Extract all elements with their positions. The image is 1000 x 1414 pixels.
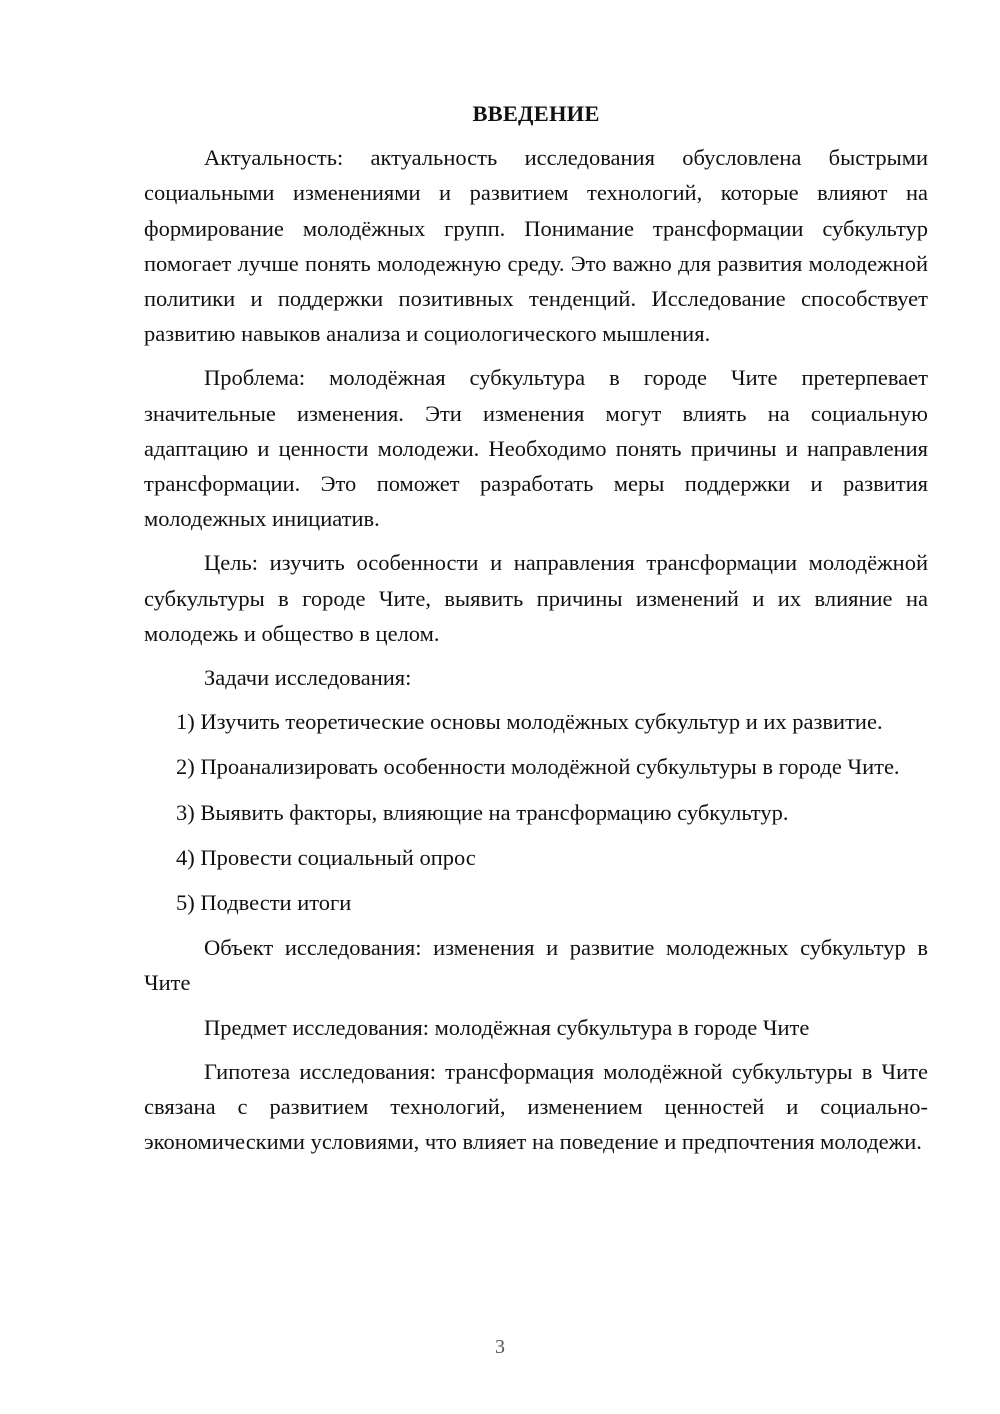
task-item: 3) Выявить факторы, влияющие на трансформацию субкультур. xyxy=(176,799,789,825)
section-title: ВВЕДЕНИЕ xyxy=(472,101,600,126)
page-number: 3 xyxy=(495,1336,505,1358)
task-item: 2) Проанализировать особенности молодёжной субкультуры в городе Чите. xyxy=(176,754,900,780)
subject-paragraph: Предмет исследования: молодёжная субкультура в городе Чите xyxy=(204,1014,810,1040)
document-page xyxy=(144,96,928,1168)
task-item: 5) Подвести итоги xyxy=(176,890,352,916)
task-item: 1) Изучить теоретические основы молодёжных субкультур и их развитие. xyxy=(176,709,883,735)
task-item: 4) Провести социальный опрос xyxy=(176,844,476,870)
object-paragraph: Объект исследования: изменения и развитие молодежных субкультур в Чите xyxy=(144,935,928,996)
hypothesis-paragraph: Гипотеза исследования: трансформация молодёжной субкультуры в Чите связана с развитием технологий, изменением ценностей и социально-экономическими условиями, что влияет на поведение и предпочтения молодежи. xyxy=(144,1058,928,1155)
relevance-paragraph: Актуальность: актуальность исследования обусловлена быстрыми социальными изменениями и развитием технологий, которые влияют на формирование молодёжных групп. Понимание трансформации субкультур помогает лучше понять молодежную среду. Это важно для развития молодежной политики и поддержки позитивных тенденций. Исследование способствует развитию навыков анализа и социологического мышления. xyxy=(144,145,928,347)
tasks-heading: Задачи исследования: xyxy=(204,665,412,691)
goal-paragraph: Цель: изучить особенности и направления трансформации молодёжной субкультуры в городе Чите, выявить причины изменений и их влияние на молодежь и общество в целом. xyxy=(144,550,928,646)
problem-paragraph: Проблема: молодёжная субкультура в городе Чите претерпевает значительные изменения. Эти изменения могут влиять на социальную адаптацию и ценности молодежи. Необходимо понять причины и направления трансформации. Это поможет разработать меры поддержки и развития молодежных инициатив. xyxy=(144,365,928,532)
